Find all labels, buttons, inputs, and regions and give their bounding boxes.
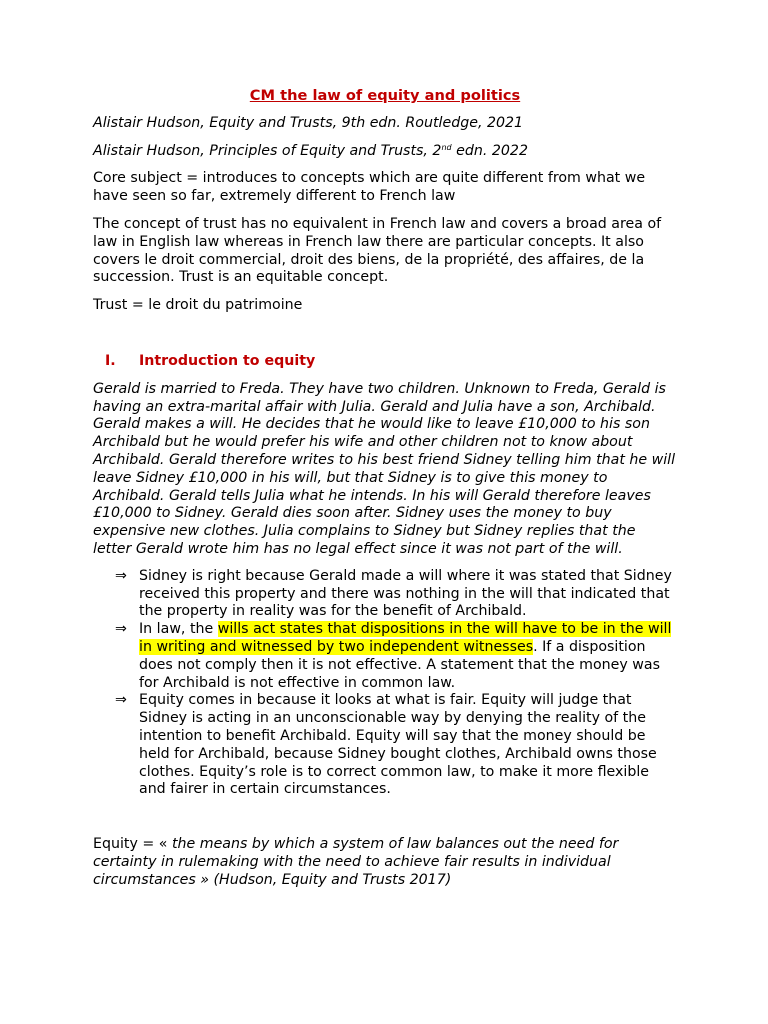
section-title: Introduction to equity (139, 352, 316, 369)
bullet-text: Sidney is right because Gerald made a will where it was stated that Sidney received this property and there was nothing in the will that indicated that the property in reality was for the benefit of Archibald. (139, 567, 672, 620)
list-item (93, 692, 677, 799)
arrow-bullet-icon: ⇒ (115, 692, 127, 709)
section-heading (93, 353, 677, 371)
highlighted-text: wills act states that dispositions in the will have to be in the will in writing and witnessed by two independent witnesses (139, 621, 672, 655)
document-title: CM the law of equity and politics (249, 87, 521, 104)
bullet-text-start: In law, the (139, 621, 218, 638)
equity-definition-label: Equity = « (93, 836, 172, 853)
arrow-bullet-icon: ⇒ (115, 567, 127, 584)
list-item (93, 568, 677, 621)
equity-definition (93, 836, 677, 889)
paragraph-trust-concept: The concept of trust has no equivalent in French law and covers a broad area of law in English law whereas in French law there are particular concepts. It also covers le droit commercial, droit des biens, de la propriété, des affaires, de la succession. Trust is an equitable concept. (93, 215, 662, 286)
reference-2-superscript: nd (441, 142, 452, 152)
reference-2-text: Alistair Hudson, Principles of Equity and Trusts, 2 (93, 142, 442, 159)
reference-1: Alistair Hudson, Equity and Trusts, 9th edn. Routledge, 2021 (93, 114, 524, 131)
bullet-text (139, 621, 677, 692)
reference-2-suffix: edn. 2022 (451, 142, 528, 159)
document-body (93, 87, 677, 899)
bullet-text-end: . If a disposition does not comply then it is not effective. A statement that the money was for Archibald is not effective in common law. (139, 638, 660, 691)
paragraph-core-subject: Core subject = introduces to concepts which are quite different from what we have seen so far, extremely different to French law (93, 170, 646, 205)
equity-definition-quote: the means by which a system of law balances out the need for certainty in rulemaking with the need to achieve fair results in individual circumstances » (Hudson, Equity and Trusts 2017) (93, 836, 619, 888)
arrow-bullet-icon: ⇒ (115, 621, 127, 638)
bullet-text: Equity comes in because it looks at what is fair. Equity will judge that Sidney is acting in an unconscionable way by denying the reality of the intention to benefit Archibald. Equity will say that the money should be held for Archibald, because Sidney bought clothes, Archibald owns those clothes. Equity’s role is to correct common law, to make it more flexible and fairer in certain circumstances. (139, 692, 657, 798)
section-number: I. (105, 352, 116, 369)
reference-2 (93, 143, 677, 161)
paragraph-trust-patrimoine: Trust = le droit du patrimoine (93, 297, 303, 314)
list-item (93, 621, 677, 692)
bullet-list (93, 568, 677, 799)
scenario-paragraph: Gerald is married to Freda. They have two children. Unknown to Freda, Gerald is having an extra-marital affair with Julia. Gerald and Julia have a son, Archibald. Gerald makes a will. He decides that he would like to leave £10,000 to his son Archibald but he would prefer his wife and other children not to know about Archibald. Gerald therefore writes to his best friend Sidney telling him that he will leave Sidney £10,000 in his will, but that Sidney is to give this money to Archibald. Gerald tells Julia what he intends. In his will Gerald therefore leaves £10,000 to Sidney. Gerald dies soon after. Sidney uses the money to buy expensive new clothes. Julia complains to Sidney but Sidney replies that the letter Gerald wrote him has no legal effect since it was not part of the will. (93, 380, 676, 557)
